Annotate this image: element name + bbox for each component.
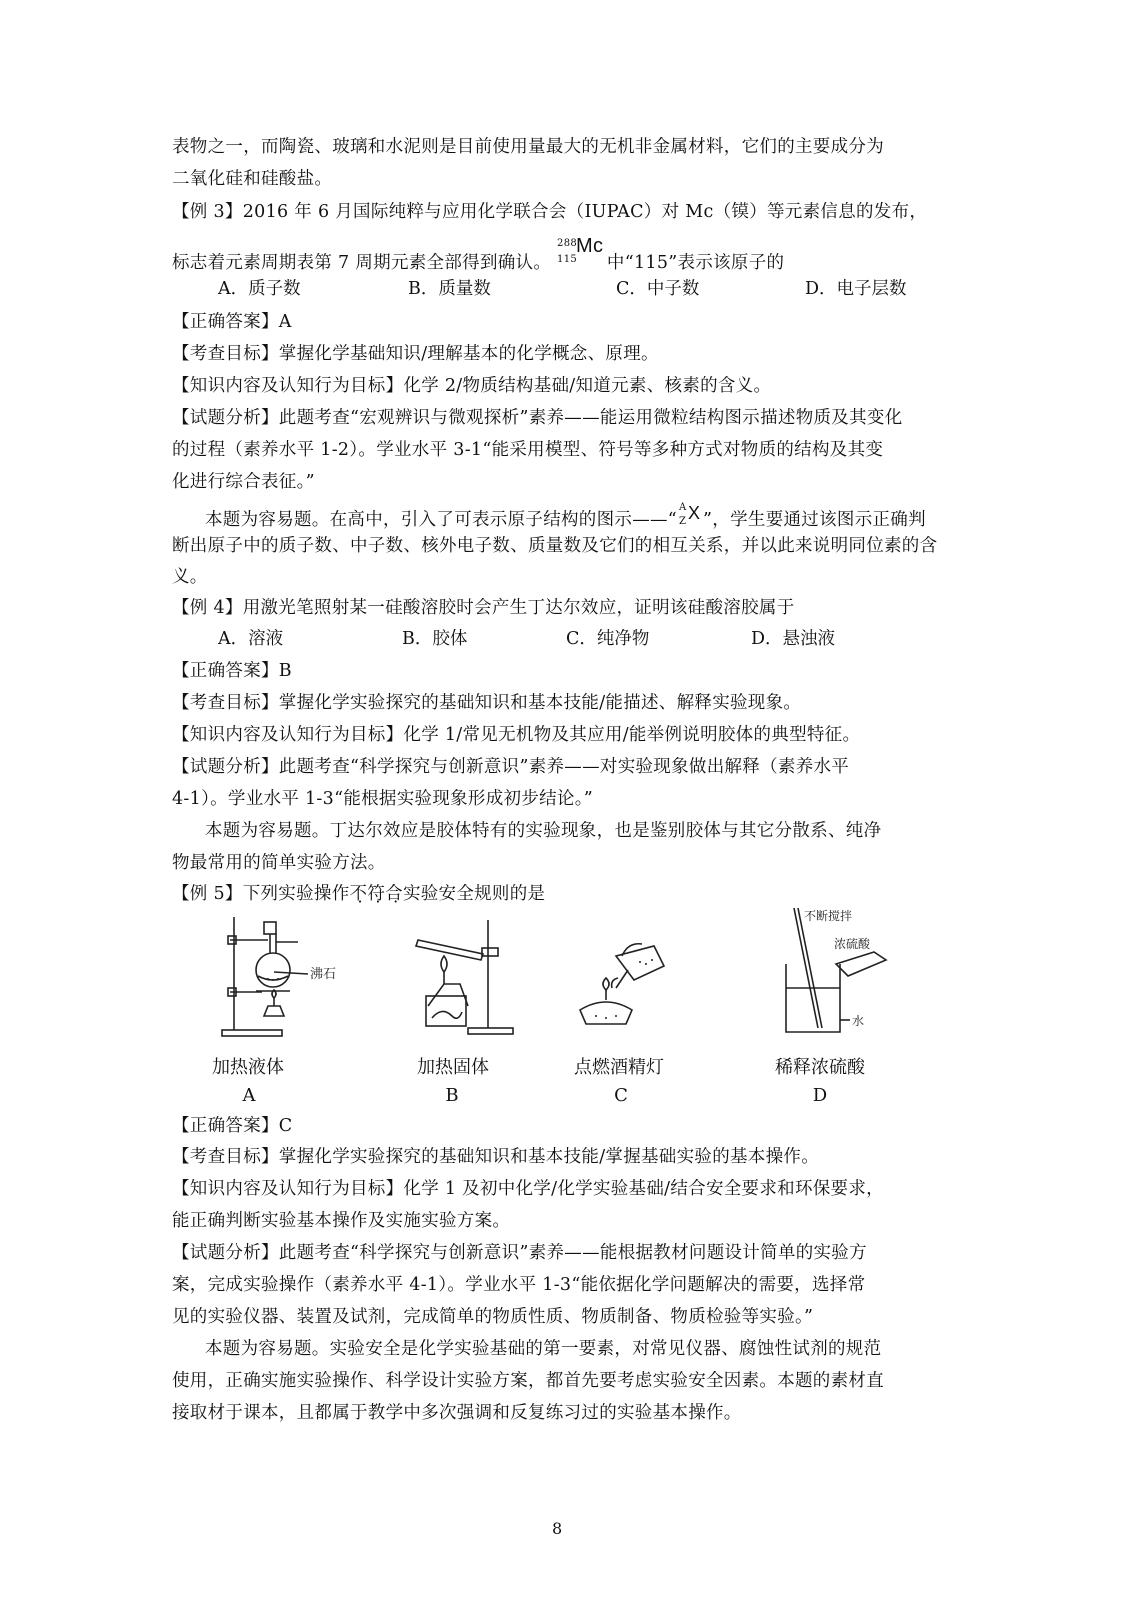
example-3-question-cont: 标志着元素周期表第 7 周期元素全部得到确认。 288 115 Mc 中“115”表示该原子的 (172, 235, 785, 273)
knowledge-goal: 【知识内容及认知行为目标】化学 1/常见无机物及其应用/能举例说明胶体的典型特征。 (172, 725, 861, 745)
option-b: B．胶体 (402, 629, 468, 649)
label-acid: 浓硫酸 (834, 937, 871, 951)
analysis: 4-1）。学业水平 1-3“能根据实验现象形成初步结论。” (172, 789, 594, 809)
isotope-notation: 288 115 Mc (557, 235, 604, 265)
paragraph: 使用，正确实施实验操作、科学设计实验方案，都首先要考虑实验安全因素。本题的素材直 (172, 1371, 884, 1391)
analysis: 案，完成实验操作（素养水平 4-1）。学业水平 1-3“能依据化学问题解决的需要，选择常 (172, 1275, 866, 1295)
atomic-notation: A Z X (679, 502, 701, 527)
option-c: C．中子数 (616, 279, 700, 299)
caption-c: 点燃酒精灯 (574, 1057, 664, 1078)
exam-goal: 【考查目标】掌握化学实验探究的基础知识和基本技能/掌握基础实验的基本操作。 (172, 1147, 819, 1167)
answer: 【正确答案】C (172, 1116, 293, 1136)
label-water: 水 (852, 1014, 865, 1028)
option-d: D．悬浊液 (751, 629, 836, 649)
example-3-question: 【例 3】2016 年 6 月国际纯粹与应用化学联合会（IUPAC）对 Mc（镆）等元素信息的发布， (172, 202, 928, 222)
paragraph: 物最常用的简单实验方法。 (172, 853, 386, 873)
option-a: A．质子数 (218, 279, 301, 299)
text-line: 表物之一，而陶瓷、玻璃和水泥则是目前使用量最大的无机非金属材料，它们的主要成分为 (172, 137, 884, 157)
exam-goal: 【考查目标】掌握化学基础知识/理解基本的化学概念、原理。 (172, 344, 659, 364)
paragraph: 义。 (172, 567, 208, 587)
analysis: 【试题分析】此题考查“科学探究与创新意识”素养——能根据教材问题设计简单的实验方 (172, 1243, 867, 1263)
figure-heating-solid (408, 920, 528, 1036)
label-boiling-stone: 沸石 (310, 967, 337, 982)
figure-heating-liquid (220, 912, 340, 1038)
knowledge-goal: 能正确判断实验基本操作及实施实验方案。 (172, 1211, 511, 1231)
analysis: 化进行综合表征。” (172, 472, 315, 492)
option-a: A．溶液 (218, 629, 284, 649)
caption-b: 加热固体 (417, 1057, 489, 1078)
page-number: 8 (552, 1519, 563, 1538)
option-c: C．纯净物 (566, 629, 650, 649)
option-d: D．电子层数 (805, 279, 907, 299)
analysis: 【试题分析】此题考查“宏观辨识与微观探析”素养——能运用微粒结构图示描述物质及其变化 (172, 408, 903, 428)
caption-a: 加热液体 (212, 1057, 284, 1078)
answer: 【正确答案】B (172, 661, 292, 681)
text-line: 二氧化硅和硅酸盐。 (172, 169, 333, 189)
option-b: B．质量数 (408, 279, 491, 299)
figure-diluting-acid (778, 904, 898, 1040)
paragraph: 本题为容易题。实验安全是化学实验基础的第一要素，对常见仪器、腐蚀性试剂的规范 (205, 1339, 882, 1359)
answer: 【正确答案】A (172, 312, 292, 332)
analysis: 【试题分析】此题考查“科学探究与创新意识”素养——对实验现象做出解释（素养水平 (172, 757, 850, 777)
example-5-question: 【例 5】下列实验操作不符合实验安全规则的是 (172, 884, 546, 904)
letter-d: D (812, 1085, 828, 1106)
label-stir: 不断搅拌 (804, 909, 853, 923)
paragraph: 本题为容易题。在高中，引入了可表示原子结构的图示——“ A Z X ”，学生要通过该图示正确判 (205, 502, 926, 530)
paragraph: 断出原子中的质子数、中子数、核外电子数、质量数及它们的相互关系，并以此来说明同位素的含 (172, 536, 938, 556)
analysis: 见的实验仪器、装置及试剂，完成简单的物质性质、物质制备、物质检验等实验。” (172, 1307, 814, 1327)
caption-d: 稀释浓硫酸 (775, 1057, 865, 1078)
figure-lighting-lamp (576, 934, 676, 1034)
knowledge-goal: 【知识内容及认知行为目标】化学 2/物质结构基础/知道元素、核素的含义。 (172, 376, 772, 396)
letter-a: A (242, 1085, 256, 1106)
example-4-question: 【例 4】用激光笔照射某一硅酸溶胶时会产生丁达尔效应，证明该硅酸溶胶属于 (172, 598, 795, 618)
letter-b: B (445, 1085, 459, 1106)
letter-c: C (614, 1085, 628, 1106)
paragraph: 本题为容易题。丁达尔效应是胶体特有的实验现象，也是鉴别胶体与其它分散系、纯净 (205, 821, 882, 841)
exam-goal: 【考查目标】掌握化学实验探究的基础知识和基本技能/能描述、解释实验现象。 (172, 693, 802, 713)
analysis: 的过程（素养水平 1-2）。学业水平 3-1“能采用模型、符号等多种方式对物质的结构及其变 (172, 440, 884, 460)
knowledge-goal: 【知识内容及认知行为目标】化学 1 及初中化学/化学实验基础/结合安全要求和环保要求， (172, 1179, 884, 1199)
paragraph: 接取材于课本，且都属于教学中多次强调和反复练习过的实验基本操作。 (172, 1403, 742, 1423)
